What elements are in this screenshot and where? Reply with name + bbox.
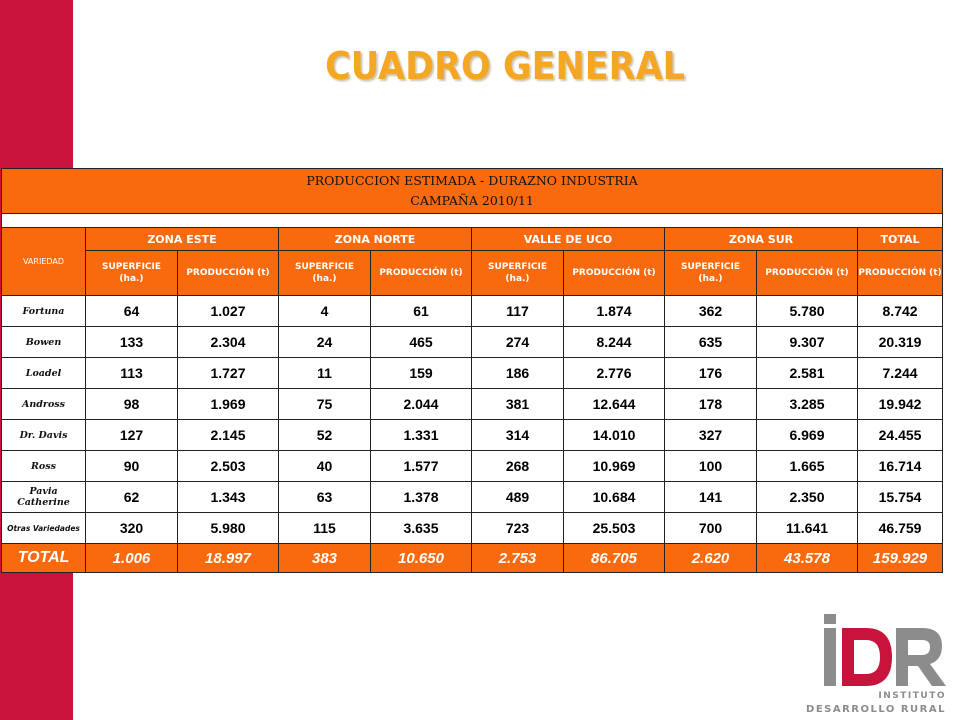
table-cell: 1.727 [178, 358, 279, 389]
table-cell: 141 [665, 482, 757, 513]
table-cell: 635 [665, 327, 757, 358]
variety-name: Fortuna [2, 296, 86, 327]
subheader-superficie [472, 251, 564, 296]
logo-r-shape [896, 628, 946, 686]
table-cell: 9.307 [757, 327, 858, 358]
table-title-line2: CAMPAÑA 2010/11 [410, 193, 534, 208]
table-cell: 24 [279, 327, 371, 358]
table-cell: 100 [665, 451, 757, 482]
sub-header-row [2, 251, 943, 296]
subheader-produccion: PRODUCCIÓN (t) [178, 251, 279, 296]
variety-name [2, 482, 86, 513]
subheader-produccion: PRODUCCIÓN (t) [371, 251, 472, 296]
table-cell: 20.319 [858, 327, 943, 358]
table-cell: 133 [86, 327, 178, 358]
table-cell: 1.378 [371, 482, 472, 513]
table-cell: 19.942 [858, 389, 943, 420]
table-cell: 52 [279, 420, 371, 451]
total-row [2, 544, 943, 573]
table-cell: 1.331 [371, 420, 472, 451]
total-label: TOTAL [2, 544, 86, 573]
table-cell: 115 [279, 513, 371, 544]
table-row [2, 358, 943, 389]
table-cell: 14.010 [564, 420, 665, 451]
table-cell: 4 [279, 296, 371, 327]
total-cell: 383 [279, 544, 371, 573]
table-cell: 11.641 [757, 513, 858, 544]
total-cell: 2.620 [665, 544, 757, 573]
zone-header-row [2, 228, 943, 251]
zone-header-norte: ZONA NORTE [279, 228, 472, 251]
table-row [2, 327, 943, 358]
variedad-header: VARIEDAD [2, 228, 86, 296]
logo-i-dot [824, 614, 836, 624]
table-cell: 8.742 [858, 296, 943, 327]
table-cell: 5.780 [757, 296, 858, 327]
table-cell: 46.759 [858, 513, 943, 544]
subheader-superficie-l2: (ha.) [119, 274, 144, 284]
table-cell: 75 [279, 389, 371, 420]
variety-name: Bowen [2, 327, 86, 358]
table-cell: 381 [472, 389, 564, 420]
table-cell: 61 [371, 296, 472, 327]
table-cell: 723 [472, 513, 564, 544]
table-cell: 40 [279, 451, 371, 482]
table-cell: 489 [472, 482, 564, 513]
subheader-superficie-l2: (ha.) [505, 274, 530, 284]
slide-title: CUADRO GENERAL [325, 44, 685, 88]
table-cell: 274 [472, 327, 564, 358]
table-cell: 10.684 [564, 482, 665, 513]
total-cell: 1.006 [86, 544, 178, 573]
variety-name-line1: Pavia [29, 486, 58, 497]
table-cell: 1.027 [178, 296, 279, 327]
table-cell: 16.714 [858, 451, 943, 482]
table-cell: 2.350 [757, 482, 858, 513]
table-cell: 1.665 [757, 451, 858, 482]
table-cell: 700 [665, 513, 757, 544]
subheader-superficie [665, 251, 757, 296]
variety-name: Ross [2, 451, 86, 482]
logo-d-shape [842, 628, 892, 686]
variety-name-line2: Catherine [17, 497, 70, 508]
idr-logo [806, 610, 952, 720]
total-cell: 43.578 [757, 544, 858, 573]
table-cell: 2.581 [757, 358, 858, 389]
table-cell: 10.969 [564, 451, 665, 482]
table-cell: 64 [86, 296, 178, 327]
total-cell: 18.997 [178, 544, 279, 573]
total-cell: 10.650 [371, 544, 472, 573]
zone-header-sur: ZONA SUR [665, 228, 858, 251]
zone-header-total: TOTAL [858, 228, 943, 251]
subheader-superficie [86, 251, 178, 296]
subheader-produccion: PRODUCCIÓN (t) [757, 251, 858, 296]
table-cell: 113 [86, 358, 178, 389]
table-cell: 1.577 [371, 451, 472, 482]
table-cell: 8.244 [564, 327, 665, 358]
logo-line1: INSTITUTO [878, 691, 946, 701]
table-cell: 11 [279, 358, 371, 389]
table-cell: 90 [86, 451, 178, 482]
table-cell: 63 [279, 482, 371, 513]
subheader-produccion-total: PRODUCCIÓN (t) [858, 251, 943, 296]
subheader-superficie [279, 251, 371, 296]
variety-name: Andross [2, 389, 86, 420]
table-cell: 15.754 [858, 482, 943, 513]
variety-name: Dr. Davis [2, 420, 86, 451]
zone-header-valle-de-uco: VALLE DE UCO [472, 228, 665, 251]
subheader-produccion: PRODUCCIÓN (t) [564, 251, 665, 296]
table-cell: 98 [86, 389, 178, 420]
variety-name: Otras Variedades [2, 513, 86, 544]
total-cell: 86.705 [564, 544, 665, 573]
subheader-superficie-l1: SUPERFICIE [101, 262, 162, 272]
table-cell: 62 [86, 482, 178, 513]
table-title-line1: PRODUCCION ESTIMADA - DURAZNO INDUSTRIA [306, 173, 638, 188]
table-cell: 5.980 [178, 513, 279, 544]
table-cell: 7.244 [858, 358, 943, 389]
table-cell: 314 [472, 420, 564, 451]
table-cell: 176 [665, 358, 757, 389]
table-cell: 2.776 [564, 358, 665, 389]
variety-name: Loadel [2, 358, 86, 389]
table-cell: 3.285 [757, 389, 858, 420]
logo-i-bar [824, 628, 836, 686]
table-row [2, 451, 943, 482]
table-cell: 6.969 [757, 420, 858, 451]
table-title-row [2, 169, 943, 214]
subheader-superficie-l1: SUPERFICIE [680, 262, 741, 272]
table-row [2, 389, 943, 420]
table-cell: 117 [472, 296, 564, 327]
table-cell: 2.044 [371, 389, 472, 420]
table-cell: 2.304 [178, 327, 279, 358]
table-cell: 178 [665, 389, 757, 420]
subheader-superficie-l1: SUPERFICIE [487, 262, 548, 272]
logo-line2: DESARROLLO RURAL [806, 704, 946, 715]
table-row [2, 296, 943, 327]
table-cell: 1.969 [178, 389, 279, 420]
spacer-row [2, 214, 943, 228]
subheader-superficie-l2: (ha.) [698, 274, 723, 284]
table-cell: 327 [665, 420, 757, 451]
table-cell: 12.644 [564, 389, 665, 420]
subheader-superficie-l1: SUPERFICIE [294, 262, 355, 272]
table-cell: 362 [665, 296, 757, 327]
table-cell: 2.145 [178, 420, 279, 451]
table-cell: 25.503 [564, 513, 665, 544]
production-table [1, 168, 943, 573]
table-cell: 268 [472, 451, 564, 482]
table-cell: 465 [371, 327, 472, 358]
table-cell: 3.635 [371, 513, 472, 544]
table-row [2, 420, 943, 451]
table-cell: 2.503 [178, 451, 279, 482]
table-cell: 127 [86, 420, 178, 451]
table-row [2, 482, 943, 513]
table-cell: 1.874 [564, 296, 665, 327]
total-cell: 159.929 [858, 544, 943, 573]
table-row [2, 513, 943, 544]
total-cell: 2.753 [472, 544, 564, 573]
table-title [2, 169, 943, 214]
table-cell: 320 [86, 513, 178, 544]
table-cell: 159 [371, 358, 472, 389]
zone-header-este: ZONA ESTE [86, 228, 279, 251]
table-cell: 24.455 [858, 420, 943, 451]
subheader-superficie-l2: (ha.) [312, 274, 337, 284]
table-cell: 186 [472, 358, 564, 389]
table-cell: 1.343 [178, 482, 279, 513]
